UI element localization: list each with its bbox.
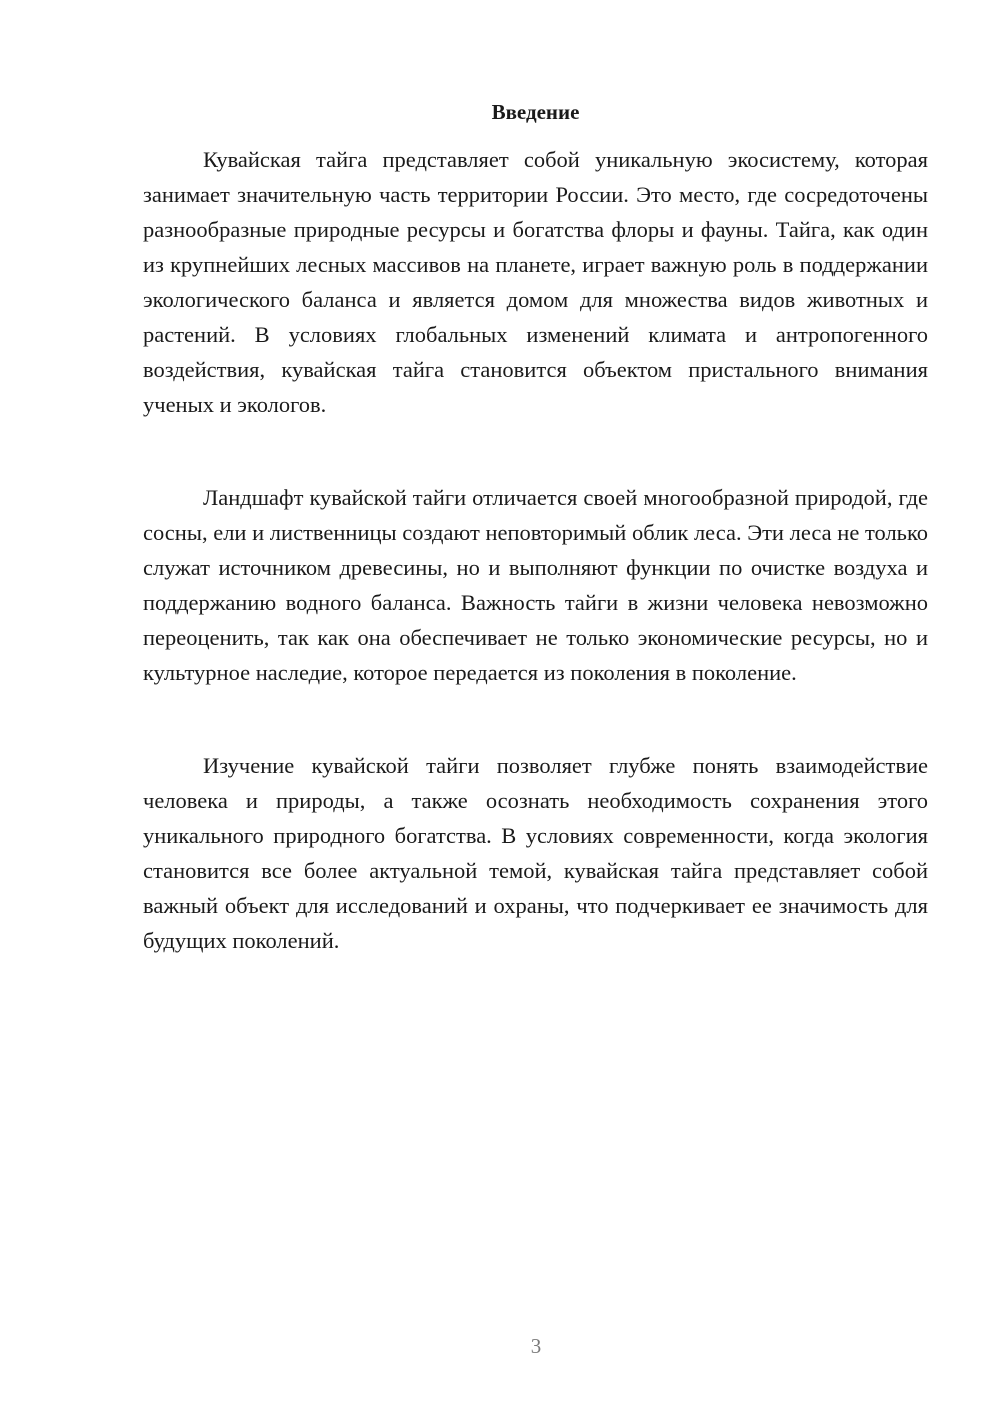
paragraph-3: Изучение кувайской тайги позволяет глубже понять взаимодействие человека и природы, а также осознать необходимость сохранения этого уникального природного богатства. В условиях современности, когда экология становится все более актуальной темой, кувайская тайга представляет собой важный объект для исследований и охраны, что подчеркивает ее значимость для будущих поколений. — [143, 753, 928, 953]
page-title: Введение — [491, 100, 580, 124]
paragraph-1: Кувайская тайга представляет собой уникальную экосистему, которая занимает значительную часть территории России. Это место, где сосредоточены разнообразные природные ресурсы и богатства флоры и фауны. Тайга, как один из крупнейших лесных массивов на планете, играет важную роль в поддержании экологического баланса и является домом для множества видов животных и растений. В условиях глобальных изменений климата и антропогенного воздействия, кувайская тайга становится объектом пристального внимания ученых и экологов. — [143, 147, 928, 417]
page-number: 3 — [530, 1334, 542, 1358]
paragraph-2: Ландшафт кувайской тайги отличается своей многообразной природой, где сосны, ели и лиственницы создают неповторимый облик леса. Эти леса не только служат источником древесины, но и выполняют функции по очистке воздуха и поддержанию водного баланса. Важность тайги в жизни человека невозможно переоценить, так как она обеспечивает не только экономические ресурсы, но и культурное наследие, которое передается из поколения в поколение. — [143, 485, 928, 685]
